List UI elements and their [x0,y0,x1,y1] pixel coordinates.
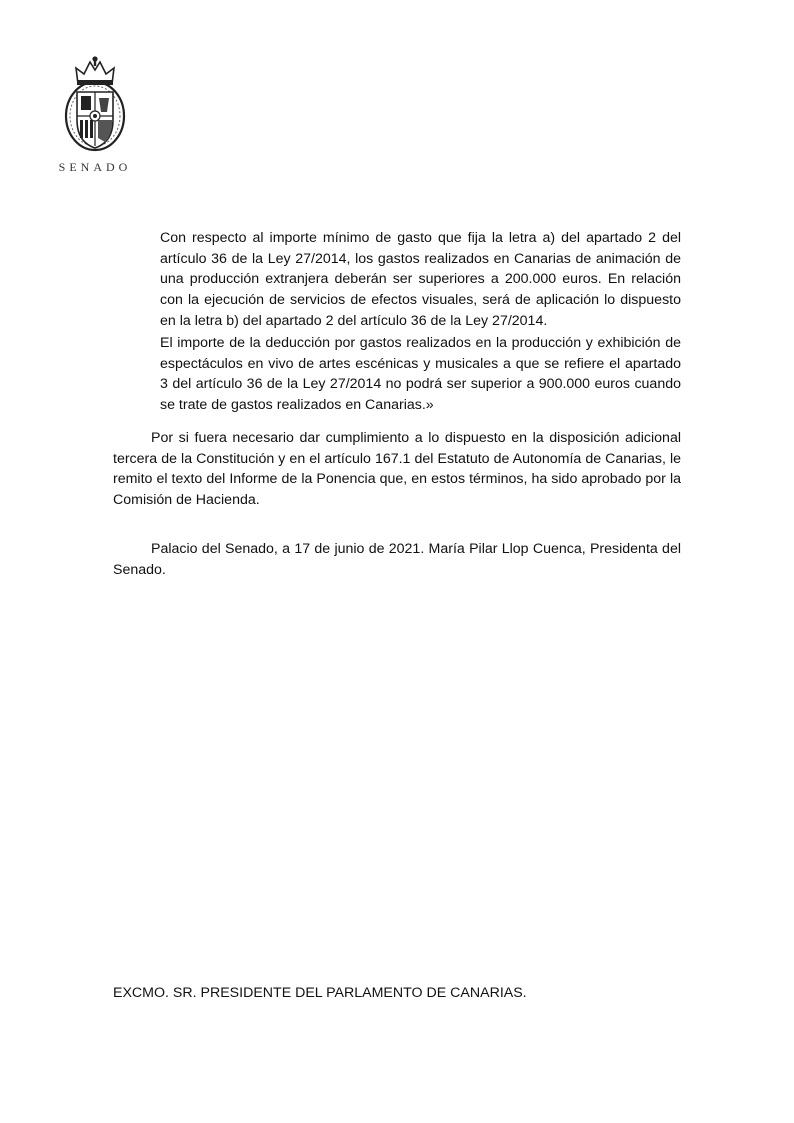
body-paragraph: Por si fuera necesario dar cumplimiento a lo dispuesto en la disposición adicional tercera de la Constitución y en el artículo 167.1 del Estatuto de Autonomía de Canarias, le remito el texto del Informe de la Ponencia que, en estos términos, ha sido aprobado por la Comisión de Hacienda. [113,430,681,509]
senado-logo [52,54,138,178]
quoted-paragraph-2: El importe de la deducción por gastos realizados en la producción y exhibición de espectáculos en vivo de artes escénicas y musicales a que se refiere el apartado 3 del artículo 36 de la Ley 27/2014 no podrá ser superior a 900.000 euros cuando se trate de gastos realizados en Canarias.» [160,335,681,414]
coat-of-arms-icon [60,54,130,154]
addressee-line: EXCMO. SR. PRESIDENTE DEL PARLAMENTO DE CANARIAS. [113,985,527,1001]
signature-paragraph: Palacio del Senado, a 17 de junio de 2021. María Pilar Llop Cuenca, Presidenta del Senado. [113,541,681,578]
quoted-paragraph-1: Con respecto al importe mínimo de gasto que fija la letra a) del apartado 2 del artículo 36 de la Ley 27/2014, los gastos realizados en Canarias de animación de una producción extranjera deberán ser superiores a 200.000 euros. En relación con la ejecución de servicios de efectos visuales, será de aplicación lo dispuesto en la letra b) del apartado 2 del artículo 36 de la Ley 27/2014. [160,230,681,329]
logo-caption: SENADO [58,160,132,174]
